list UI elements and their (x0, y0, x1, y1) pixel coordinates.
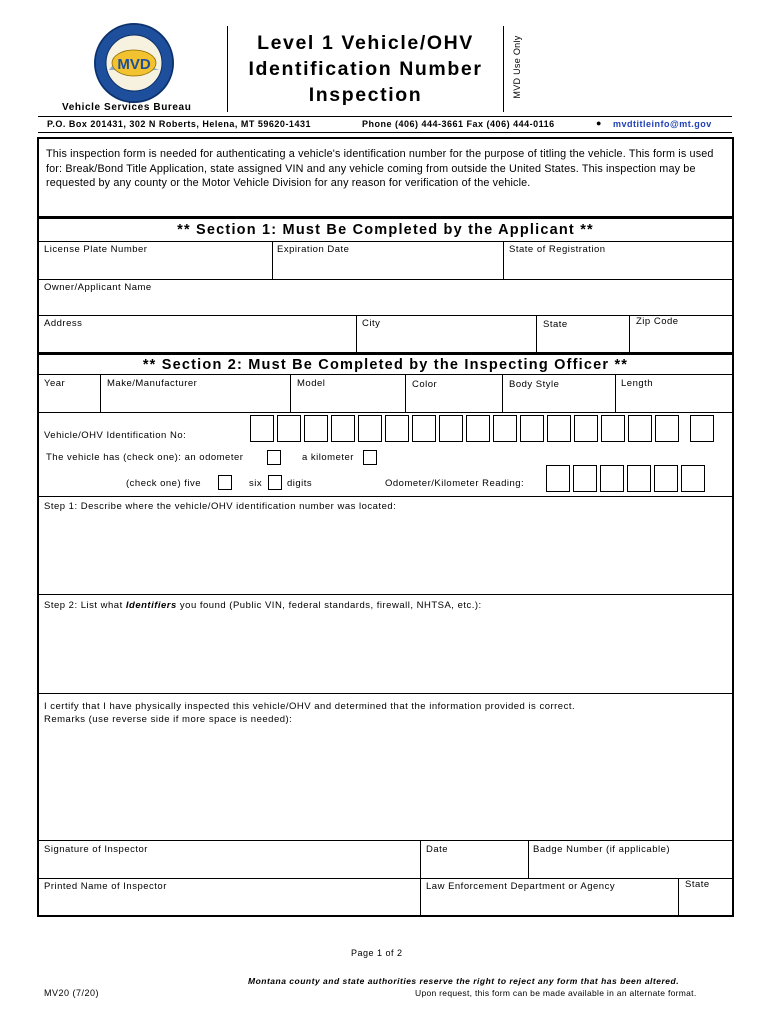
vin-char-box[interactable] (358, 415, 382, 442)
page-number: Page 1 of 2 (351, 948, 403, 958)
odometer-digit-box[interactable] (654, 465, 678, 492)
intro-text: This inspection form is needed for authenticating a vehicle's identification number for the purpose of titling the vehicle. This form is used for: Break/Bond Title Application, state assigned VIN and any vehicle coming from outside the United States. This inspection may be requested by any county or the Motor Vehicle Division for any reason for verification of the vehicle. (46, 148, 714, 189)
warning-text: Montana county and state authorities reserve the right to reject any form that has been altered. (248, 976, 680, 986)
logo-text: MVD (117, 56, 151, 73)
mvd-use-only: MVD Use Only (512, 35, 522, 99)
license-plate-field[interactable]: License Plate Number (44, 244, 148, 255)
odometer-digit-box[interactable] (600, 465, 624, 492)
address-field[interactable]: Address (44, 318, 83, 329)
section2-heading: ** Section 2: Must Be Completed by the Inspecting Officer ** (142, 357, 629, 373)
certify-statement: I certify that I have physically inspected this vehicle/OHV and determined that the information provided is correct. (44, 701, 576, 712)
kilometer-checkbox[interactable] (363, 450, 377, 465)
agency-field[interactable]: Law Enforcement Department or Agency (426, 881, 616, 892)
vin-char-box[interactable] (277, 415, 301, 442)
email-link[interactable]: mvdtitleinfo@mt.gov (613, 119, 712, 129)
alternate-format-text: Upon request, this form can be made available in an alternate format. (415, 988, 697, 998)
kilometer-label: a kilometer (302, 452, 354, 463)
vin-char-box[interactable] (628, 415, 652, 442)
badge-number-field[interactable]: Badge Number (if applicable) (533, 844, 671, 855)
six-label: six (249, 478, 263, 489)
printed-name-field[interactable]: Printed Name of Inspector (44, 881, 167, 892)
check-one-five-label: (check one) five (126, 478, 202, 489)
odometer-reading-label: Odometer/Kilometer Reading: (385, 478, 525, 489)
color-field[interactable]: Color (412, 379, 438, 390)
step1-field[interactable]: Step 1: Describe where the vehicle/OHV identification number was located: (44, 501, 397, 512)
step2-field[interactable]: Step 2: List what Identifiers you found (Public VIN, federal standards, firewall, NHTSA, etc.): (44, 600, 482, 611)
remarks-field[interactable]: Remarks (use reverse side if more space is needed): (44, 714, 293, 725)
vin-char-box[interactable] (655, 415, 679, 442)
five-digits-checkbox[interactable] (218, 475, 232, 490)
state-field[interactable]: State (543, 319, 568, 330)
vin-char-box[interactable] (601, 415, 625, 442)
form-id: MV20 (7/20) (44, 988, 100, 998)
phone-fax: Phone (406) 444-3661 Fax (406) 444-0116 (362, 119, 555, 129)
body-style-field[interactable]: Body Style (509, 379, 560, 390)
expiration-date-field[interactable]: Expiration Date (277, 244, 350, 255)
section1-heading: ** Section 1: Must Be Completed by the Applicant ** (177, 222, 594, 238)
vin-char-box[interactable] (412, 415, 436, 442)
year-field[interactable]: Year (44, 378, 66, 389)
vin-char-box[interactable] (466, 415, 490, 442)
owner-name-field[interactable]: Owner/Applicant Name (44, 282, 152, 293)
vin-char-box[interactable] (574, 415, 598, 442)
mvd-logo (93, 22, 175, 104)
vin-char-box[interactable] (250, 415, 274, 442)
digits-label: digits (287, 478, 313, 489)
make-field[interactable]: Make/Manufacturer (107, 378, 198, 389)
mailing-address: P.O. Box 201431, 302 N Roberts, Helena, MT 59620-1431 (47, 119, 311, 129)
odometer-digit-box[interactable] (546, 465, 570, 492)
odometer-digit-box[interactable] (573, 465, 597, 492)
date-field[interactable]: Date (426, 844, 449, 855)
bullet-icon: ● (596, 118, 602, 128)
vin-char-box[interactable] (520, 415, 544, 442)
odometer-digit-box[interactable] (627, 465, 651, 492)
vin-char-box[interactable] (331, 415, 355, 442)
vehicle-has-label: The vehicle has (check one): an odometer (46, 452, 244, 463)
state-registration-field[interactable]: State of Registration (509, 244, 606, 255)
form-title: Level 1 Vehicle/OHV Identification Number Inspection (248, 32, 483, 106)
length-field[interactable]: Length (621, 378, 654, 389)
odometer-checkbox[interactable] (267, 450, 281, 465)
bureau-name: Vehicle Services Bureau (62, 102, 192, 113)
vin-char-box[interactable] (439, 415, 463, 442)
vin-char-box[interactable] (547, 415, 571, 442)
six-digits-checkbox[interactable] (268, 475, 282, 490)
zip-code-field[interactable]: Zip Code (636, 316, 679, 327)
vin-char-box[interactable] (493, 415, 517, 442)
model-field[interactable]: Model (297, 378, 326, 389)
vin-char-box[interactable] (690, 415, 714, 442)
agency-state-field[interactable]: State (685, 879, 710, 890)
vin-char-box[interactable] (304, 415, 328, 442)
inspector-signature-field[interactable]: Signature of Inspector (44, 844, 148, 855)
vin-char-box[interactable] (385, 415, 409, 442)
vin-label: Vehicle/OHV Identification No: (44, 430, 187, 441)
odometer-digit-box[interactable] (681, 465, 705, 492)
city-field[interactable]: City (362, 318, 381, 329)
